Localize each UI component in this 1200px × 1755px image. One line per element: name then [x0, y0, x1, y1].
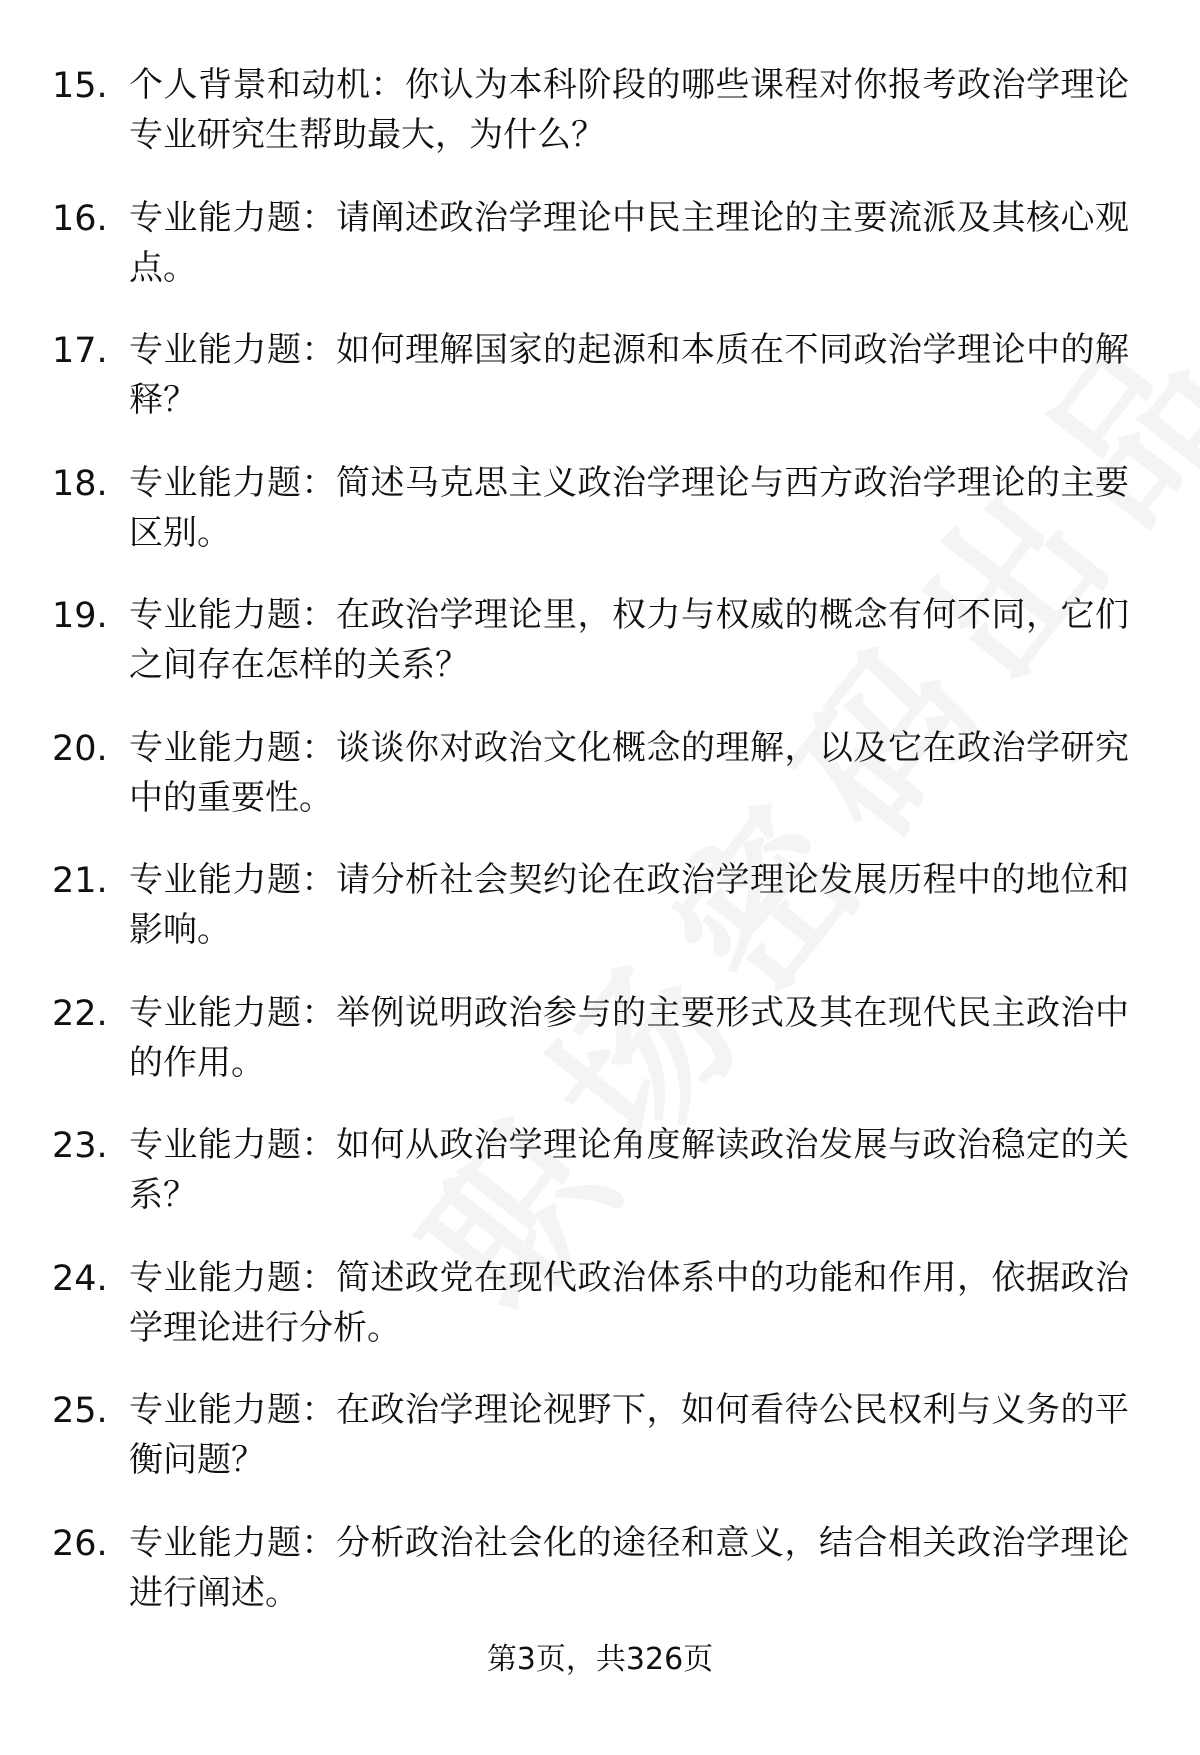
question-item: [52, 1518, 1142, 1651]
question-text: 专业能力题：举例说明政治参与的主要形式及其在现代民主政治中的作用。: [129, 992, 1129, 1083]
question-number: 25.: [52, 1391, 108, 1431]
question-text: 个人背景和动机：你认为本科阶段的哪些课程对你报考政治学理论专业研究生帮助最大，为什么？: [129, 65, 1129, 155]
question-item: [52, 988, 1142, 1121]
question-text: 专业能力题：请分析社会契约论在政治学理论发展历程中的地位和影响。: [129, 860, 1129, 950]
question-number: 18.: [52, 463, 108, 504]
question-item: [52, 193, 1142, 326]
question-text: 专业能力题：如何理解国家的起源和本质在不同政治学理论中的解释？: [129, 330, 1129, 420]
question-text: 专业能力题：如何从政治学理论角度解读政治发展与政治稳定的关系？: [129, 1125, 1129, 1215]
question-item: [52, 1120, 1142, 1253]
question-list: [52, 60, 1142, 1650]
question-item: [52, 1253, 1142, 1386]
question-text: 专业能力题：请阐述政治学理论中民主理论的主要流派及其核心观点。: [129, 197, 1129, 288]
question-item: [52, 1385, 1142, 1518]
question-item: [52, 855, 1142, 988]
page-footer: 第3页，共326页: [486, 1642, 714, 1677]
question-number: 23.: [52, 1126, 108, 1166]
question-number: 21.: [52, 861, 108, 901]
question-item: [52, 590, 1142, 723]
question-number: 26.: [52, 1523, 108, 1564]
question-text: 专业能力题：谈谈你对政治文化概念的理解，以及它在政治学研究中的重要性。: [129, 727, 1129, 818]
question-number: 24.: [52, 1258, 108, 1299]
question-number: 22.: [52, 993, 108, 1034]
question-text: 专业能力题：在政治学理论视野下，如何看待公民权利与义务的平衡问题？: [129, 1390, 1129, 1480]
question-text: 专业能力题：在政治学理论里，权力与权威的概念有何不同，它们之间存在怎样的关系？: [129, 595, 1129, 685]
question-text: 专业能力题：简述政党在现代政治体系中的功能和作用，依据政治学理论进行分析。: [129, 1257, 1129, 1348]
question-number: 19.: [52, 596, 108, 636]
question-item: [52, 458, 1142, 591]
question-number: 20.: [52, 728, 108, 769]
question-number: 17.: [52, 331, 108, 371]
question-text: 专业能力题：简述马克思主义政治学理论与西方政治学理论的主要区别。: [129, 462, 1129, 553]
question-item: [52, 325, 1142, 458]
question-item: [52, 723, 1142, 856]
question-number: 16.: [52, 198, 108, 239]
question-item: [52, 60, 1142, 193]
question-text: 专业能力题：分析政治社会化的途径和意义，结合相关政治学理论进行阐述。: [129, 1522, 1129, 1613]
question-number: 15.: [52, 66, 108, 106]
